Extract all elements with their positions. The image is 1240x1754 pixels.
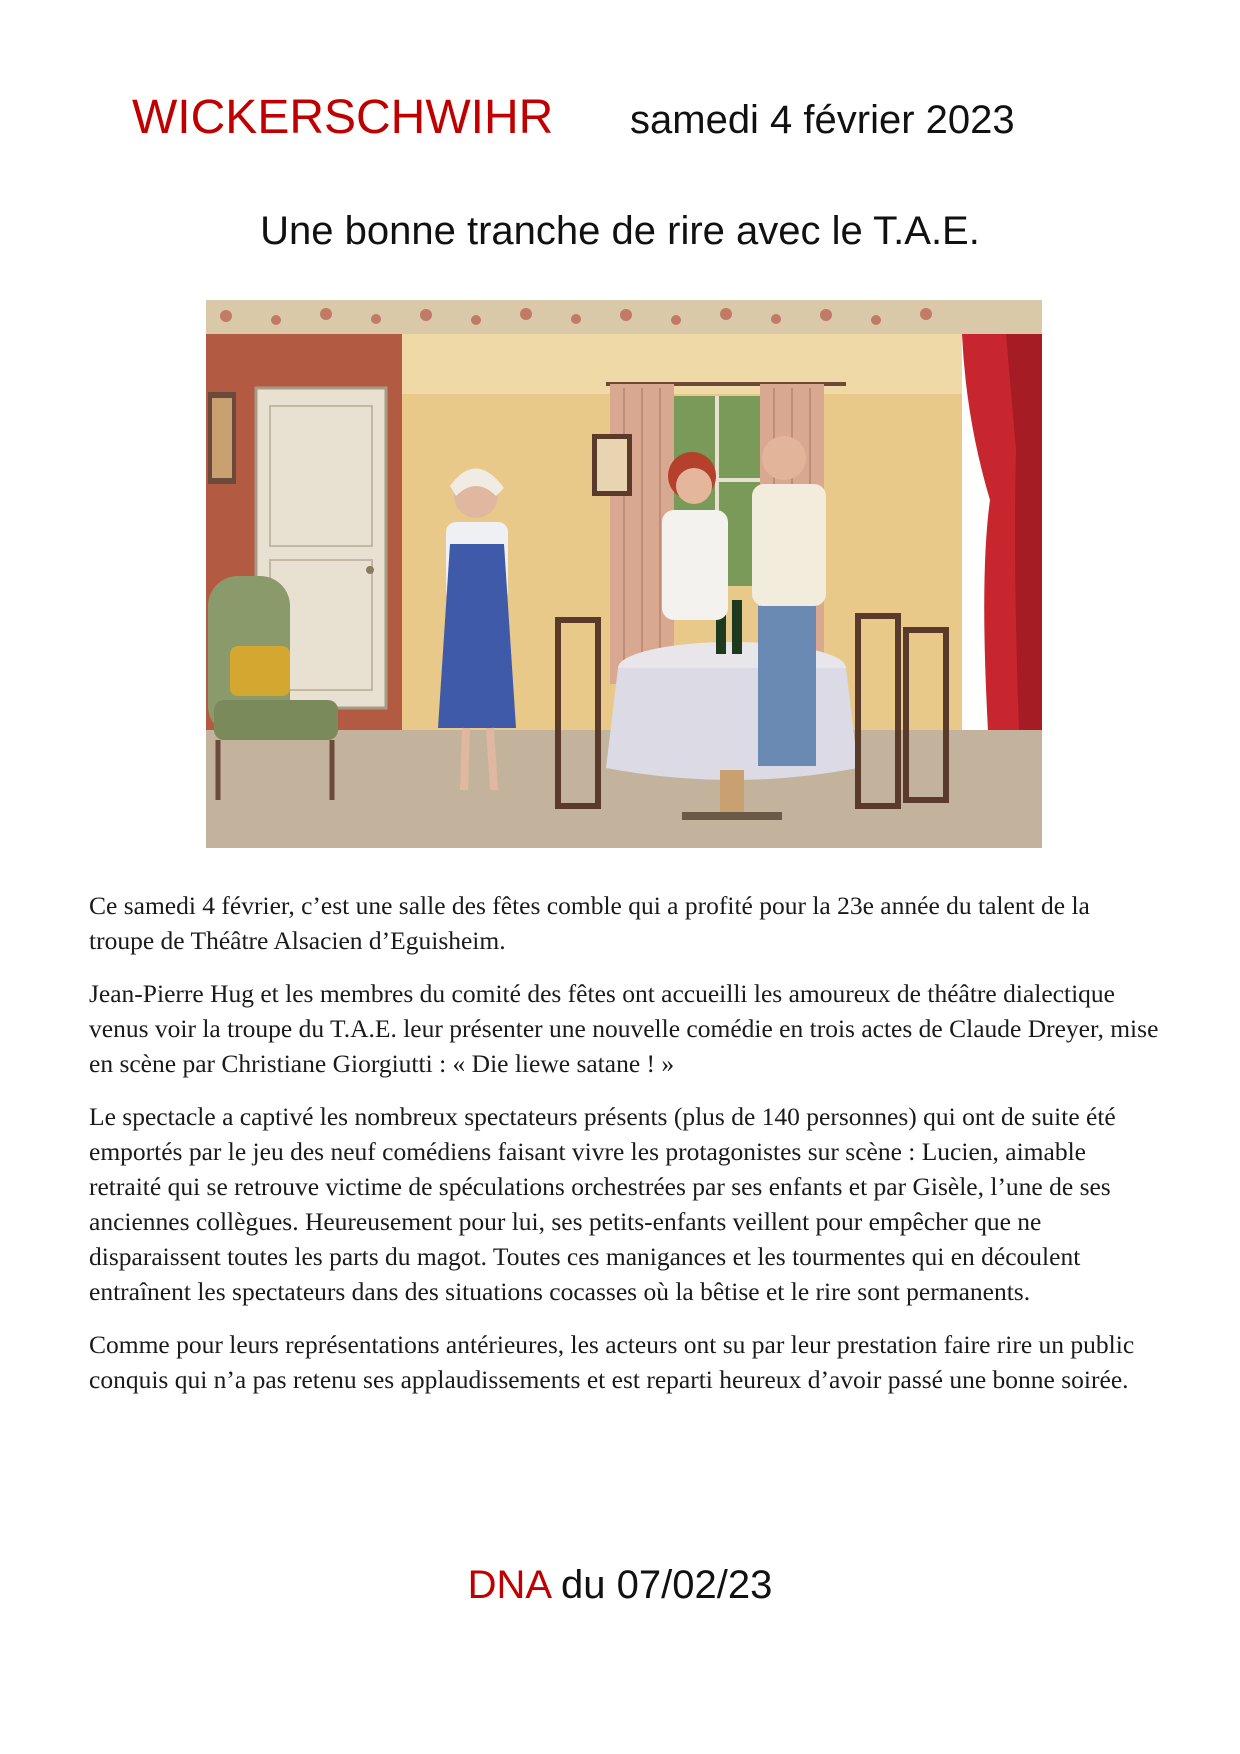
article-headline: Une bonne tranche de rire avec le T.A.E.: [260, 209, 980, 253]
article-body: [89, 888, 1159, 1415]
source-date: du 07/02/23: [561, 1563, 773, 1607]
event-date: samedi 4 février 2023: [630, 98, 1015, 142]
source-credit: [0, 1560, 1240, 1610]
article-paragraph-3: Le spectacle a captivé les nombreux spectateurs présents (plus de 140 personnes) qui ont de suite été emportés par le jeu des neuf comédiens faisant vivre les protagonistes sur scène : Lucien, aimable retraité qui se retrouve victime de spéculations orchestrées par ses enfants et par Gisèle, l’une de ses anciennes collègues. Heureusement pour lui, ses petits-enfants veillent pour empêcher que ne disparaissent toutes les parts du magot. Toutes ces manigances et les tourmentes qui en découlent entraînent les spectateurs dans des situations cocasses où la bêtise et le rire sont permanents.: [89, 1102, 1116, 1306]
article-paragraph-1: Ce samedi 4 février, c’est une salle des fêtes comble qui a profité pour la 23e année du talent de la troupe de Théâtre Alsacien d’Eguisheim.: [89, 891, 1090, 955]
town-name: WICKERSCHWIHR: [132, 91, 554, 144]
article-paragraph-4: Comme pour leurs représentations antérieures, les acteurs ont su par leur prestation faire rire un public conquis qui n’a pas retenu ses applaudissements et est reparti heureux d’avoir passé une bonne soirée.: [89, 1330, 1135, 1394]
header: [132, 88, 1132, 148]
actor-right: [752, 436, 826, 766]
article-paragraph-2: Jean-Pierre Hug et les membres du comité des fêtes ont accueilli les amoureux de théâtre dialectique venus voir la troupe du T.A.E. leur présenter une nouvelle comédie en trois actes de Claude Dreyer, mise en scène par Christiane Giorgiutti : « Die liewe satane ! »: [89, 979, 1159, 1078]
source-name: DNA: [467, 1563, 550, 1607]
theatre-stage-photo: [206, 300, 1042, 848]
